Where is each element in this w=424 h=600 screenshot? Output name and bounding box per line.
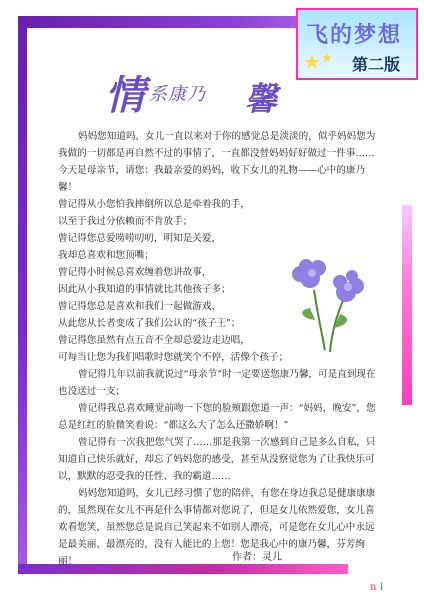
- logo-edition: 第二版: [352, 55, 401, 74]
- poem-line: 曾记得您虽然有点五音不全却总爱边走边唱，: [58, 335, 250, 346]
- frame-left: [18, 16, 27, 571]
- poem-line: 我却总喜欢和您顶嘴；: [58, 250, 154, 261]
- logo-title: 飞的梦想: [306, 22, 403, 48]
- poem-line: 可每当让您为我们唱歌时您就笑个不停，活像个孩子；: [58, 352, 289, 363]
- carnation-illustration: [270, 240, 370, 360]
- poem-line: 以至于我过分依赖而不肯放手；: [58, 216, 193, 227]
- stars-icon: [304, 50, 338, 70]
- paragraph-5: 妈妈您知道吗，女儿已经习惯了您的陪伴，有您在身边我总是健康康康的，虽然现在女儿不再是什么事情都对您说了，但是女儿依然爱您，女儿喜欢看您笑，虽然您总是说自己笑起来不如别人漂亮，可是您在女儿心中永远是最美丽、最漂亮的，没有人能比的上您！您是我心中的康乃馨，芬芳绚丽！: [58, 488, 376, 567]
- page-title: [105, 64, 285, 119]
- paragraph-2: 曾记得几年以前我就说过“母亲节”时一定要送您康乃馨，可是直到现在也没送过一支；: [58, 369, 376, 397]
- paragraph-4: 曾记得有一次我把您气哭了……那是我第一次感到自己是多么自私，只知道自己快乐就好，却忘了妈妈您的感受，甚至从没察觉您为了让我快乐可以，默默的忍受我的任性、我的霸道……: [58, 437, 376, 482]
- author: 作者：灵儿: [232, 552, 282, 563]
- title-middle: 系康乃: [149, 84, 206, 105]
- poem-line: 曾记得从小您怕我摔倒所以总是牵着我的手，: [58, 199, 250, 210]
- corner-mark-2: l: [380, 582, 384, 593]
- logo: [296, 8, 418, 80]
- frame-right: [402, 205, 412, 405]
- corner-mark-1: n: [370, 582, 377, 593]
- poem-line: 因此从小我知道的事情就比其他孩子多；: [58, 284, 231, 295]
- title-right: 馨: [245, 80, 278, 118]
- poem-line: 曾记得小时候总喜欢缠着您讲故事，: [58, 267, 212, 278]
- paragraph-3: 曾记得我总喜欢睡觉前吻一下您的脸颊跟您道一声：“妈妈，晚安”，您总是红红的脸微笑着说：“都这么大了怎么还撒娇啊！”: [58, 403, 376, 431]
- poem-line: 曾记得您总爱唠唠叨叨，明知是关爱，: [58, 233, 222, 244]
- title-left: 情: [105, 72, 145, 119]
- poem-line: 从此您从长者变成了我们公认的“孩子王”；: [58, 318, 241, 329]
- poem-line: 曾记得您总是喜欢和我们一起做游戏，: [58, 301, 222, 312]
- paragraph-1: 妈妈您知道吗，女儿一直以来对于你的感觉总是淡淡的，似乎妈妈您为我做的一切都是再自然不过的事情了，一直都没替妈妈好好做过一件事……今天是母亲节，请您：我最亲爱的妈妈，收下女儿的礼物——心中的康乃馨！: [58, 131, 376, 193]
